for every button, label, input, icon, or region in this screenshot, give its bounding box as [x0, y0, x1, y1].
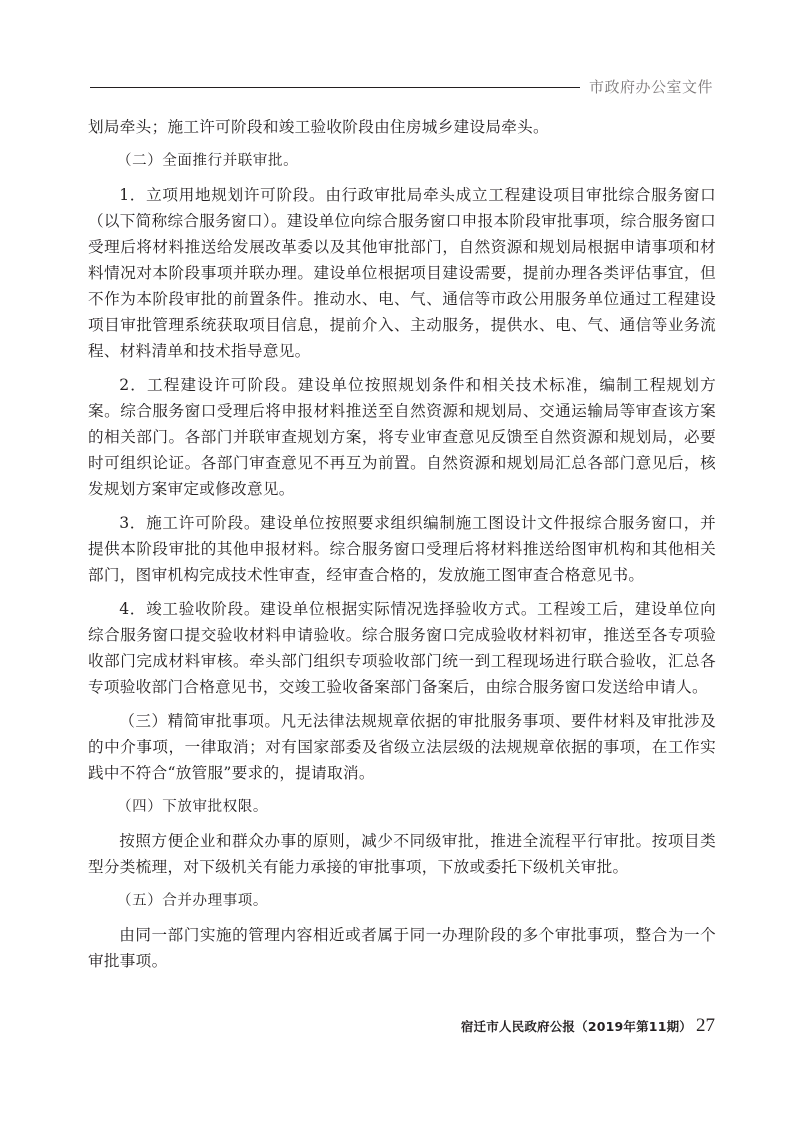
paragraph-building-permit: 3．施工许可阶段。建设单位按照要求组织编制施工图设计文件报综合服务窗口，并提供本阶段审批的其他申报材料。综合服务窗口受理后将材料推送给图审机构和其他相关部门，图审机构完成技术性审查，经审查合格的，发放施工图审查合格意见书。: [88, 514, 716, 584]
section-heading-delegate-authority: （四）下放审批权限。: [117, 799, 268, 815]
section-heading-merge-items: （五）合并办理事项。: [117, 893, 268, 909]
header-rule: [90, 87, 580, 88]
section-heading-parallel-approval: （二）全面推行并联审批。: [117, 153, 299, 169]
paragraph-continuation: 划局牵头；施工许可阶段和竣工验收阶段由住房城乡建设局牵头。: [88, 118, 549, 136]
page-number: 27: [696, 1015, 715, 1036]
paragraph-delegate-authority: 按照方便企业和群众办事的原则，减少不同级审批，推进全流程平行审批。按项目类型分类梳理，对下级机关有能力承接的审批事项，下放或委托下级机关审批。: [88, 832, 716, 876]
footer-publication: 宿迁市人民政府公报（2019年第11期）: [460, 1019, 692, 1034]
page-footer: [461, 1015, 715, 1037]
running-header: 市政府办公室文件: [588, 78, 713, 96]
document-body: [88, 114, 716, 982]
paragraph-merge-items: 由同一部门实施的管理内容相近或者属于同一办理阶段的多个审批事项，整合为一个审批事项。: [88, 926, 716, 970]
paragraph-project-land-planning: 1．立项用地规划许可阶段。由行政审批局牵头成立工程建设项目审批综合服务窗口（以下简称综合服务窗口）。建设单位向综合服务窗口申报本阶段审批事项，综合服务窗口受理后将材料推送给发展改革委以及其他审批部门，自然资源和规划局根据申请事项和材料情况对本阶段事项并联办理。建设单位根据项目建设需要，提前办理各类评估事宜，但不作为本阶段审批的前置条件。推动水、电、气、通信等市政公用服务单位通过工程建设项目审批管理系统获取项目信息，提前介入、主动服务，提供水、电、气、通信等业务流程、材料清单和技术指导意见。: [88, 186, 716, 360]
paragraph-simplify-items: （三）精简审批事项。凡无法律法规规章依据的审批服务事项、要件材料及审批涉及的中介事项，一律取消；对有国家部委及省级立法层级的法规规章依据的事项，在工作实践中不符合“放管服”要求的，提请取消。: [88, 712, 716, 782]
paragraph-construction-permit: 2．工程建设许可阶段。建设单位按照规划条件和相关技术标准，编制工程规划方案。综合服务窗口受理后将申报材料推送至自然资源和规划局、交通运输局等审查该方案的相关部门。各部门并联审查规划方案，将专业审查意见反馈至自然资源和规划局，必要时可组织论证。各部门审查意见不再互为前置。自然资源和规划局汇总各部门意见后，核发规划方案审定或修改意见。: [88, 376, 716, 498]
paragraph-completion-acceptance: 4．竣工验收阶段。建设单位根据实际情况选择验收方式。工程竣工后，建设单位向综合服务窗口提交验收材料申请验收。综合服务窗口完成验收材料初审，推送至各专项验收部门完成材料审核。牵头部门组织专项验收部门统一到工程现场进行联合验收，汇总各专项验收部门合格意见书，交竣工验收备案部门备案后，由综合服务窗口发送给申请人。: [88, 600, 716, 696]
